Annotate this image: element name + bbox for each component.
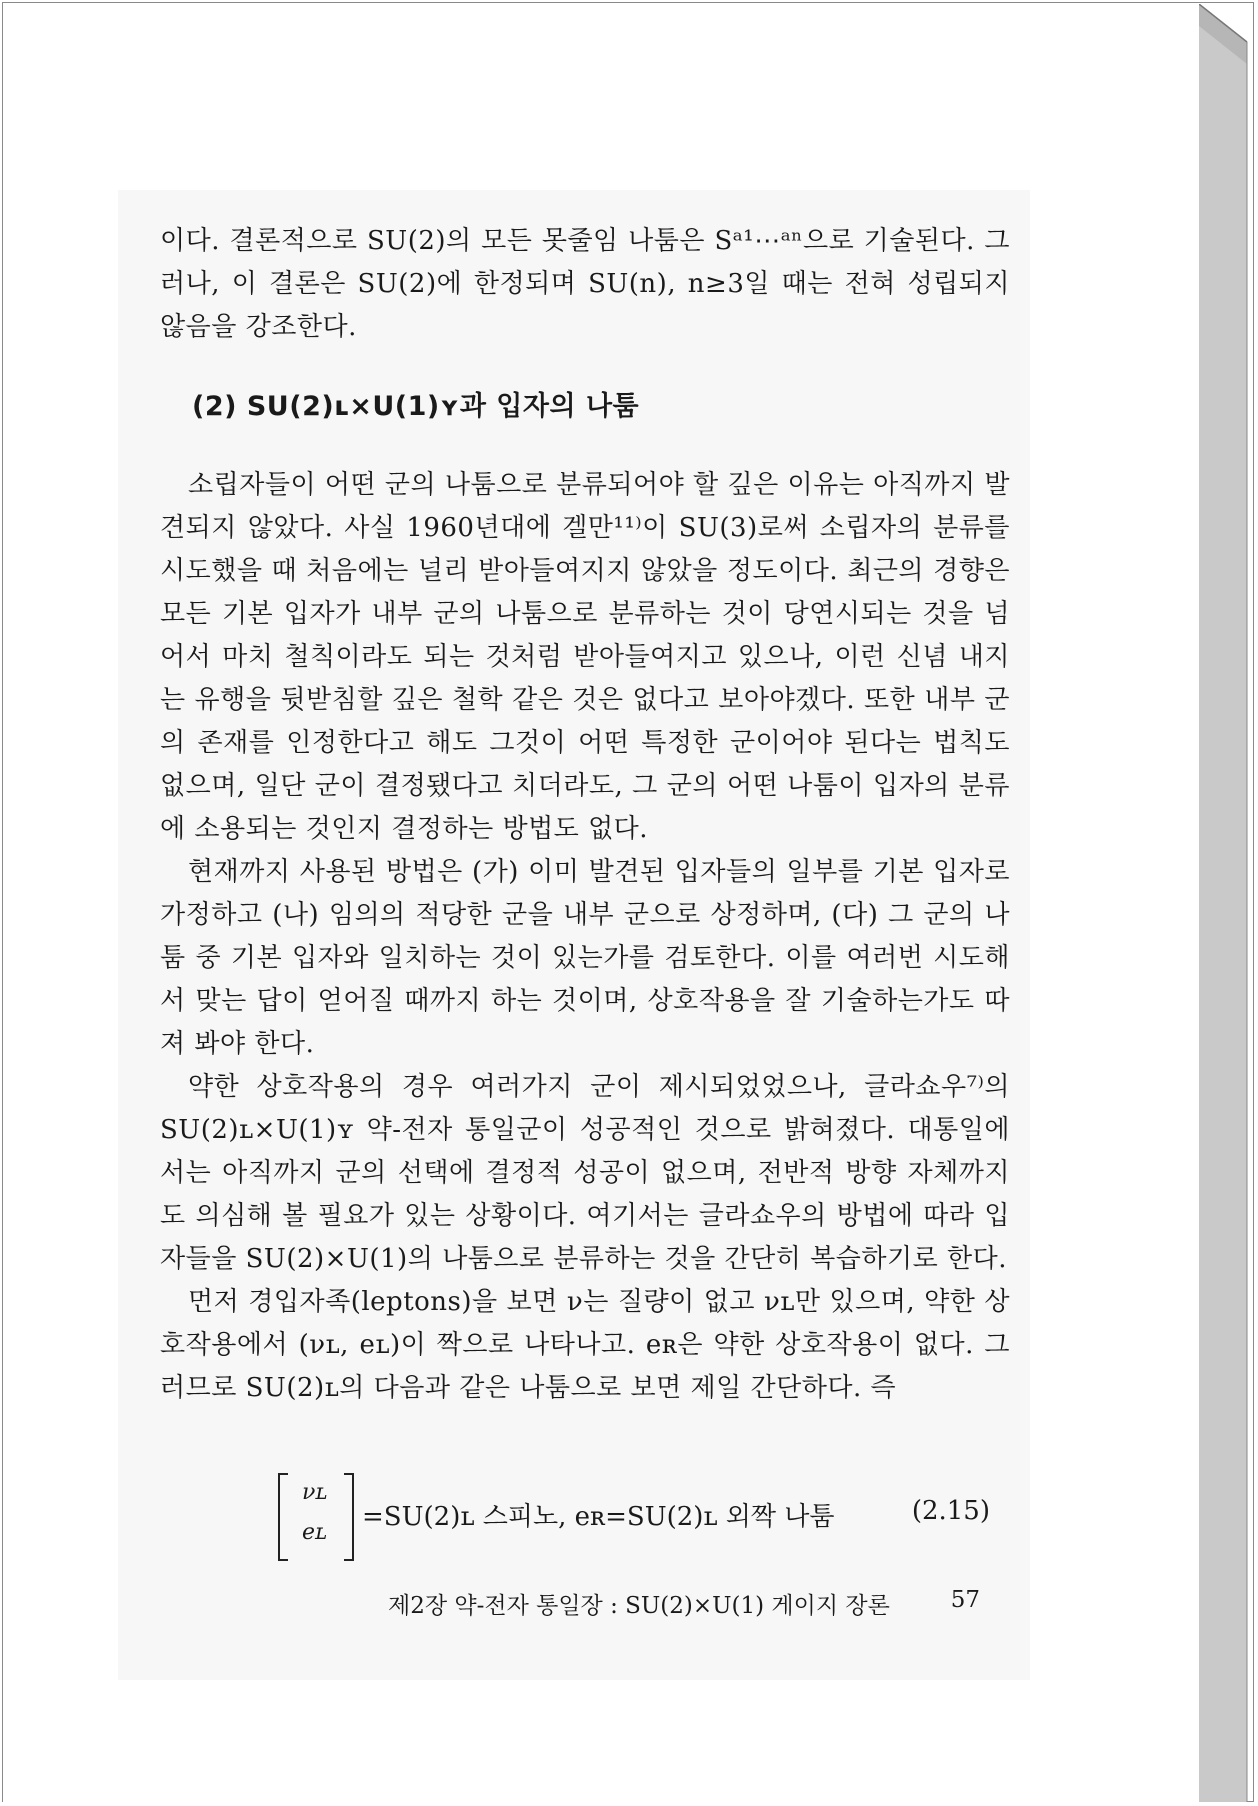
matrix-bottom-entry: eʟ xyxy=(302,1520,327,1545)
paragraph: 소립자들이 어떤 군의 나툼으로 분류되어야 할 깊은 이유는 아직까지 발견되지 않았다. 사실 1960년대에 겔만¹¹⁾이 SU(3)로써 소립자의 분류를 시도했을 때 처음에는 널리 받아들여지지 않았을 정도이다. 최근의 경향은 모든 기본 입자가 내부 군의 나툼으로 분류하는 것이 당연시되는 것을 넘어서 마치 철칙이라도 되는 것처럼 받아들여지고 있으나, 이런 신념 내지는 유행을 뒷받침할 깊은 철학 같은 것은 없다고 보아야겠다. 또한 내부 군의 존재를 인정한다고 해도 그것이 어떤 특정한 군이어야 된다는 법칙도 없으며, 일단 군이 결정됐다고 치더라도, 그 군의 어떤 나툼이 입자의 분류에 소용되는 것인지 결정하는 방법도 없다. xyxy=(160,470,1010,844)
matrix-top-entry: νʟ xyxy=(302,1480,328,1505)
page-edge-fold xyxy=(1199,4,1255,1802)
page-body xyxy=(160,220,1010,1410)
running-head: 제2장 약-전자 통일장 : SU(2)×U(1) 게이지 장론 xyxy=(388,1593,890,1619)
paragraph: 이다. 결론적으로 SU(2)의 모든 못줄임 나툼은 Sᵃ¹⋯ᵃⁿ으로 기술된다. 그러나, 이 결론은 SU(2)에 한정되며 SU(n), n≥3일 때는 전혀 성립되지 않음을 강조한다. xyxy=(160,226,1010,342)
paragraph: 약한 상호작용의 경우 여러가지 군이 제시되었었으나, 글라쇼우⁷⁾의 SU(2)ʟ×U(1)ʏ 약-전자 통일군이 성공적인 것으로 밝혀졌다. 대통일에서는 아직까지 군의 선택에 결정적 성공이 없으며, 전반적 방향 자체까지도 의심해 볼 필요가 있는 상황이다. 여기서는 글라쇼우의 방법에 따라 입자들을 SU(2)×U(1)의 나툼으로 분류하는 것을 간단히 복습하기로 한다. xyxy=(160,1072,1010,1274)
equation-number: (2.15) xyxy=(911,1496,990,1526)
page-footer xyxy=(388,1587,988,1620)
paragraph: 먼저 경입자족(leptons)을 보면 ν는 질량이 없고 νʟ만 있으며, 약한 상호작용에서 (νʟ, eʟ)이 짝으로 나타나고. eʀ은 약한 상호작용이 없다. 그러므로 SU(2)ʟ의 다음과 같은 나툼으로 보면 제일 간단하다. 즉 xyxy=(160,1287,1010,1403)
equation-2-15 xyxy=(278,1468,998,1564)
spinor-column-vector xyxy=(278,1474,354,1560)
section-heading: (2) SU(2)ʟ×U(1)ʏ과 입자의 나툼 xyxy=(192,391,640,422)
page-number: 57 xyxy=(950,1587,980,1613)
paragraph: 현재까지 사용된 방법은 (가) 이미 발견된 입자들의 일부를 기본 입자로 가정하고 (나) 임의의 적당한 군을 내부 군으로 상정하며, (다) 그 군의 나툼 중 기본 입자와 일치하는 것이 있는가를 검토한다. 이를 여러번 시도해서 맞는 답이 얻어질 때까지 하는 것이며, 상호작용을 잘 기술하는가도 따져 봐야 한다. xyxy=(160,857,1010,1059)
equation-body: =SU(2)ʟ 스피노, eʀ=SU(2)ʟ 외짝 나툼 xyxy=(362,1502,835,1532)
